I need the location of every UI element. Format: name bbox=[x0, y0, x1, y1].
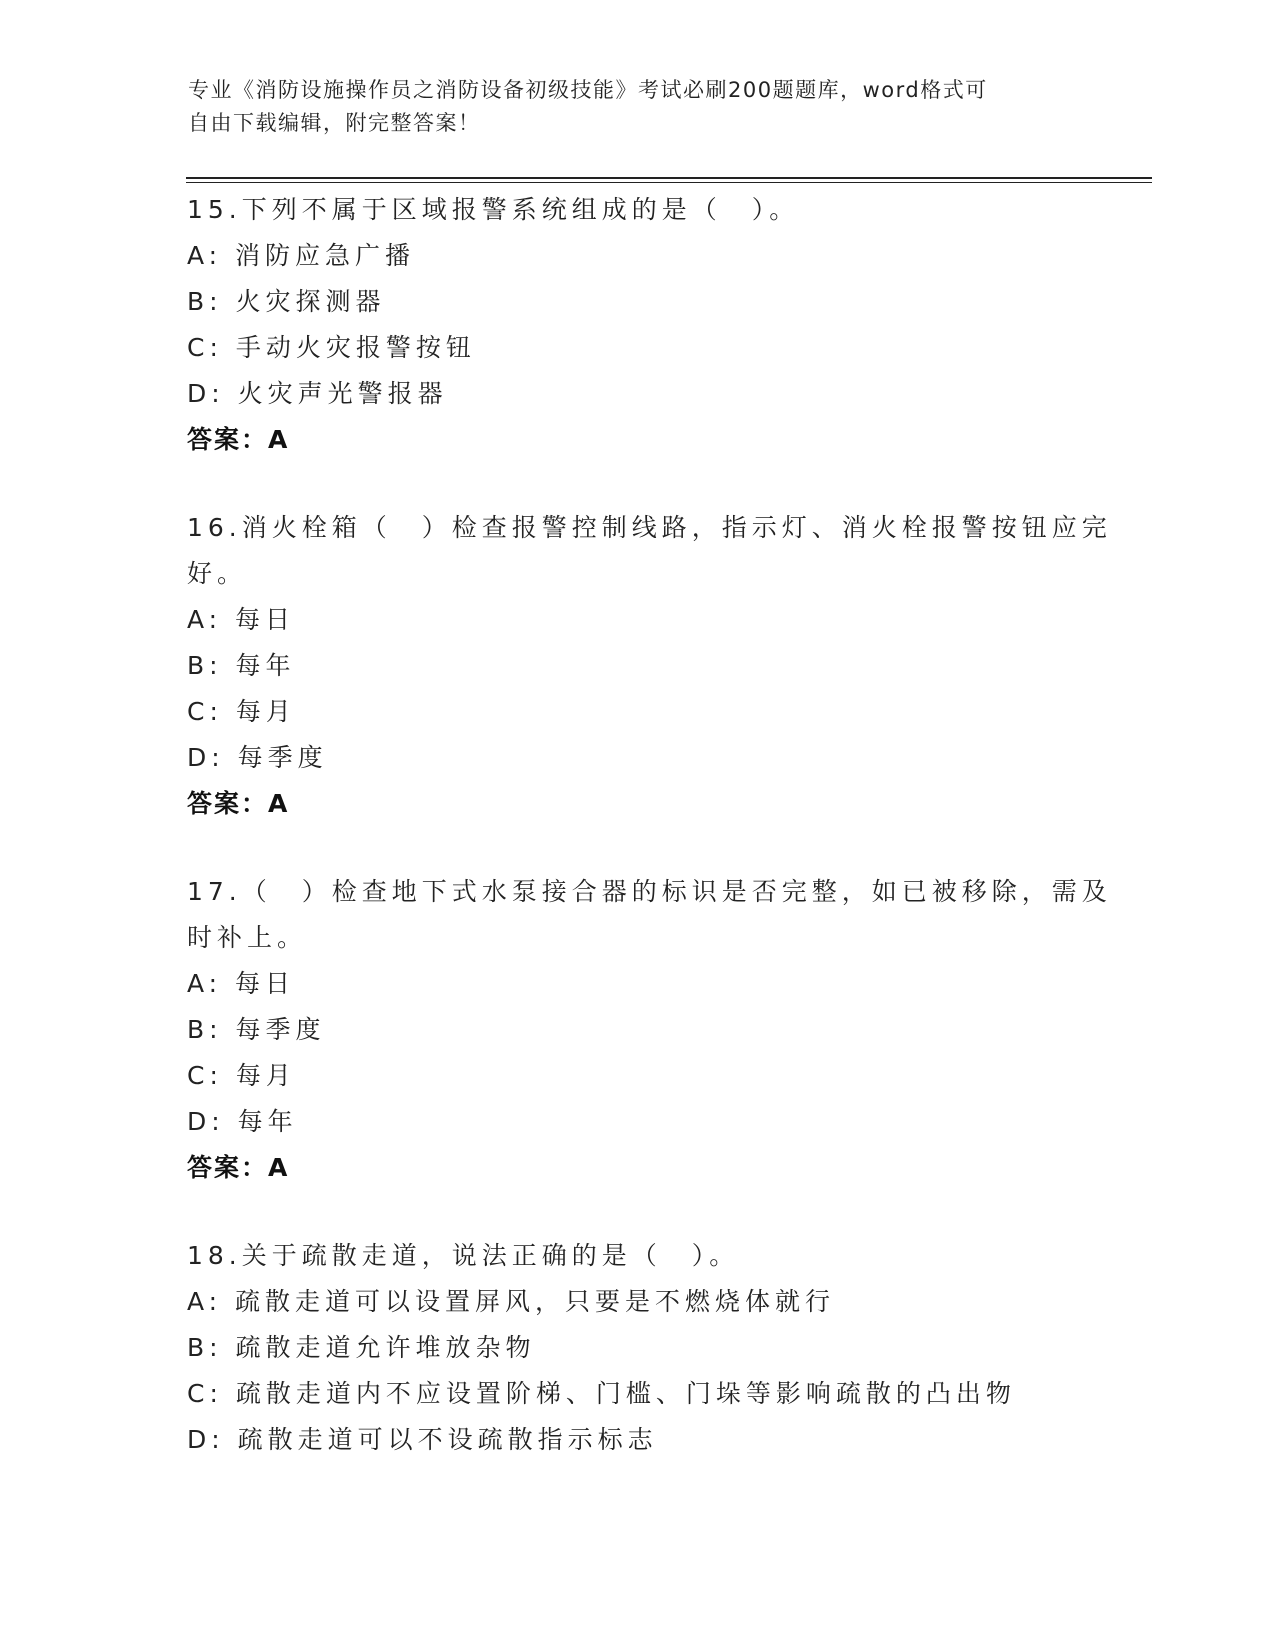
header-divider-thin bbox=[186, 182, 1152, 183]
header-divider-thick bbox=[186, 177, 1152, 179]
option-d: D: 每季度 bbox=[187, 743, 328, 772]
option-b: B: 每季度 bbox=[187, 1015, 326, 1044]
question-16 bbox=[187, 505, 1112, 827]
question-stem-continued: 好。 bbox=[187, 559, 248, 588]
question-15 bbox=[187, 187, 1087, 463]
option-b: B: 疏散走道允许堆放杂物 bbox=[187, 1333, 536, 1362]
option-b: B: 每年 bbox=[187, 651, 296, 680]
header-line-1: 专业《消防设施操作员之消防设备初级技能》考试必刷200题题库，word格式可 bbox=[188, 78, 988, 102]
option-d: D: 疏散走道可以不设疏散指示标志 bbox=[187, 1425, 658, 1454]
question-stem: 18.关于疏散走道，说法正确的是（ ）。 bbox=[187, 1241, 740, 1270]
question-18 bbox=[187, 1233, 1087, 1463]
question-list bbox=[187, 187, 1112, 1505]
option-a: A: 每日 bbox=[187, 605, 296, 634]
option-c: C: 每月 bbox=[187, 1061, 296, 1090]
option-c: C: 手动火灾报警按钮 bbox=[187, 333, 476, 362]
option-c: C: 疏散走道内不应设置阶梯、门槛、门垛等影响疏散的凸出物 bbox=[187, 1379, 1016, 1408]
option-a: A: 每日 bbox=[187, 969, 296, 998]
question-stem: 16.消火栓箱（ ）检查报警控制线路，指示灯、消火栓报警按钮应完 bbox=[187, 513, 1112, 542]
option-c: C: 每月 bbox=[187, 697, 296, 726]
header-line-2: 自由下载编辑，附完整答案！ bbox=[188, 111, 481, 135]
answer-label: 答案：A bbox=[187, 1153, 290, 1182]
question-stem: 15.下列不属于区域报警系统组成的是（ ）。 bbox=[187, 195, 800, 224]
option-d: D: 火灾声光警报器 bbox=[187, 379, 448, 408]
option-d: D: 每年 bbox=[187, 1107, 298, 1136]
option-a: A: 疏散走道可以设置屏风，只要是不燃烧体就行 bbox=[187, 1287, 836, 1316]
question-17 bbox=[187, 869, 1112, 1191]
question-stem: 17.（ ）检查地下式水泵接合器的标识是否完整，如已被移除，需及 bbox=[187, 877, 1112, 906]
question-stem-continued: 时补上。 bbox=[187, 923, 308, 952]
document-header bbox=[188, 74, 1068, 140]
answer-label: 答案：A bbox=[187, 425, 290, 454]
answer-label: 答案：A bbox=[187, 789, 290, 818]
option-b: B: 火灾探测器 bbox=[187, 287, 386, 316]
option-a: A: 消防应急广播 bbox=[187, 241, 416, 270]
